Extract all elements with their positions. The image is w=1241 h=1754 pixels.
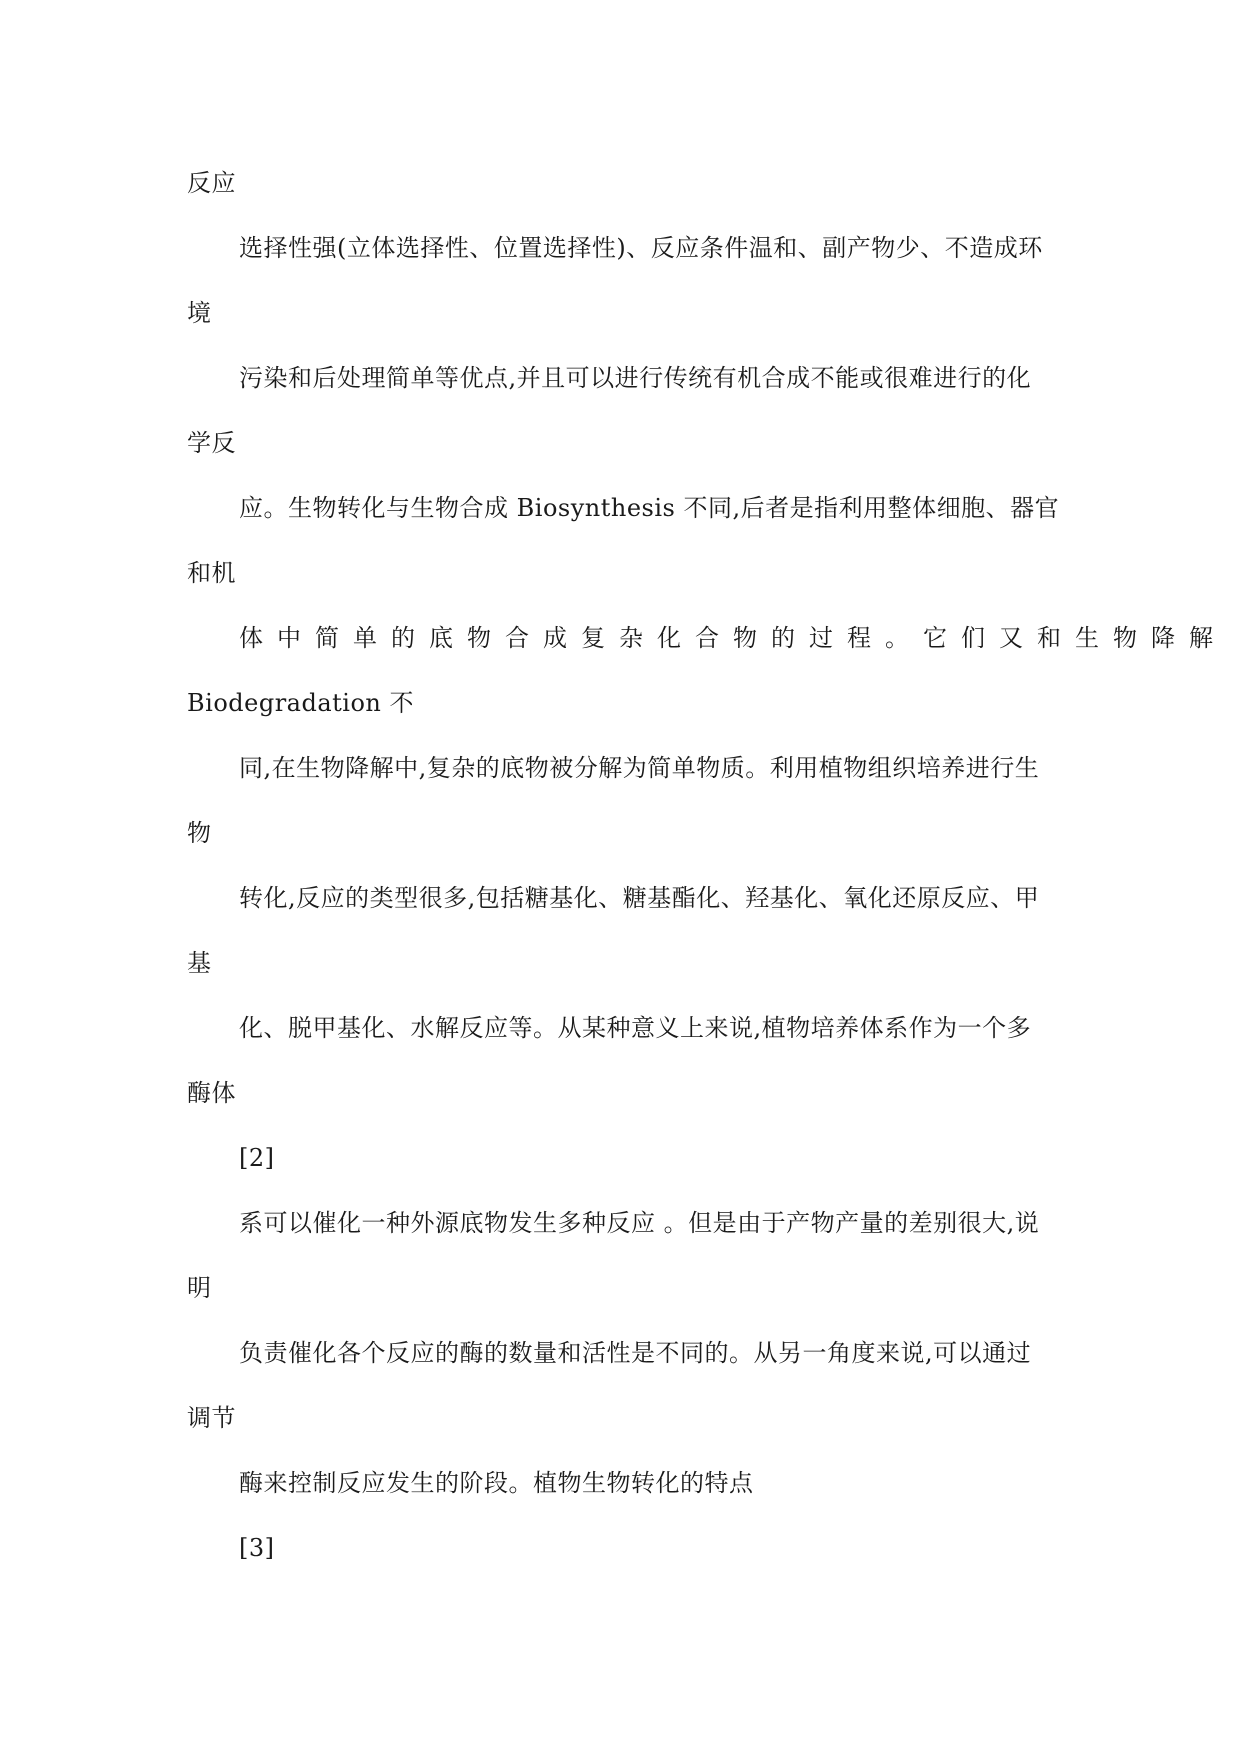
text-line: 调节 xyxy=(187,1404,236,1432)
text-line: 同,在生物降解中,复杂的底物被分解为简单物质。利用植物组织培养进行生 xyxy=(239,754,1040,782)
text-line: 转化,反应的类型很多,包括糖基化、糖基酯化、羟基化、氧化还原反应、甲 xyxy=(239,884,1040,912)
text-line: 物 xyxy=(187,819,212,847)
text-line: 系可以催化一种外源底物发生多种反应 。但是由于产物产量的差别很大,说 xyxy=(239,1209,1040,1237)
text-line: 污染和后处理简单等优点,并且可以进行传统有机合成不能或很难进行的化 xyxy=(239,364,1032,392)
text-line: 负责催化各个反应的酶的数量和活性是不同的。从另一角度来说,可以通过 xyxy=(239,1339,1032,1367)
text-line: 化、脱甲基化、水解反应等。从某种意义上来说,植物培养体系作为一个多 xyxy=(239,1014,1032,1042)
text-line: 应。生物转化与生物合成 Biosynthesis 不同,后者是指利用整体细胞、器官 xyxy=(239,494,1060,522)
citation-marker: [2] xyxy=(239,1144,275,1172)
text-line: Biodegradation 不 xyxy=(187,689,414,717)
text-line: 和机 xyxy=(187,559,236,587)
citation-marker: [3] xyxy=(239,1534,275,1562)
text-line: 体中简单的底物合成复杂化合物的过程。它们又和生物降解 xyxy=(239,624,1227,652)
text-line: 酶来控制反应发生的阶段。植物生物转化的特点 xyxy=(239,1469,754,1497)
text-line: 基 xyxy=(187,949,212,977)
text-line: 明 xyxy=(187,1274,212,1302)
text-line: 反应 xyxy=(187,169,236,197)
text-line: 学反 xyxy=(187,429,236,457)
text-line: 境 xyxy=(187,299,212,327)
text-line: 酶体 xyxy=(187,1079,236,1107)
text-line: 选择性强(立体选择性、位置选择性)、反应条件温和、副产物少、不造成环 xyxy=(239,234,1043,262)
